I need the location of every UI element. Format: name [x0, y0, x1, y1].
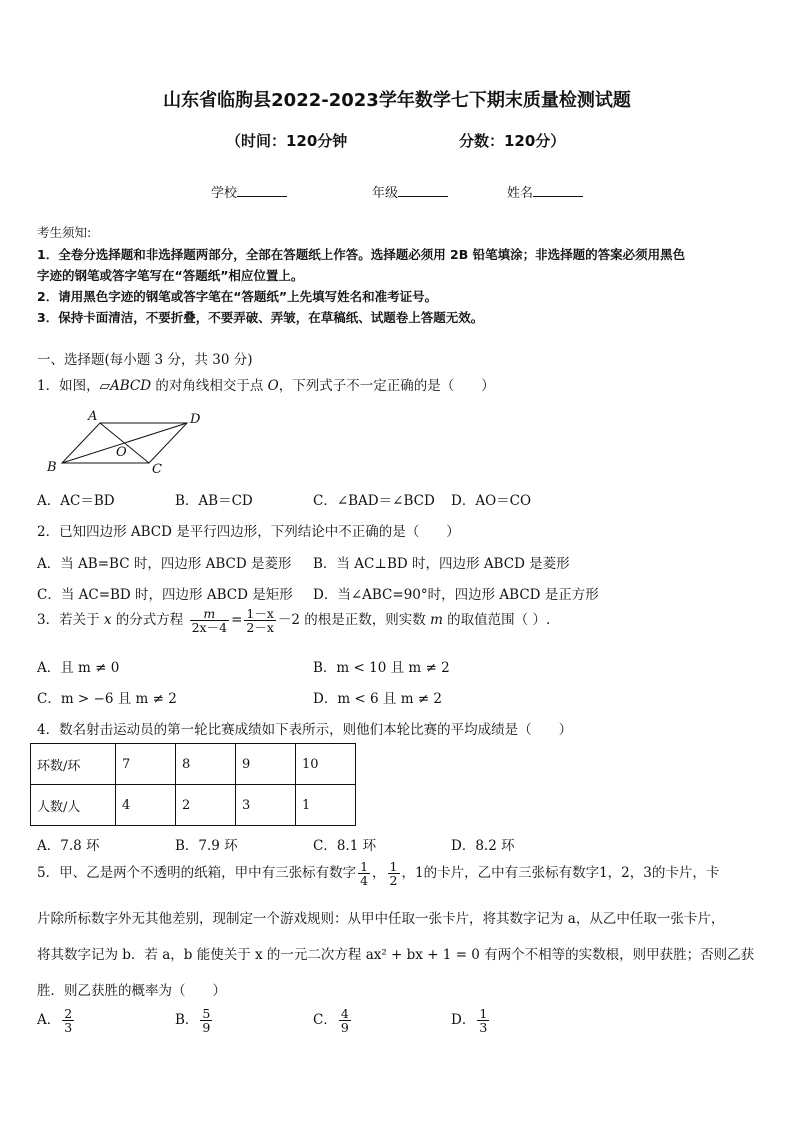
question-1-stem [37, 374, 495, 394]
q5-option-a: A． $\frac{2}{3}$ [37, 1006, 73, 1036]
score-table [30, 743, 356, 826]
name-field [507, 182, 583, 201]
table-cell: 1 [296, 785, 356, 826]
q3-prefix: 3．若关于 [37, 612, 104, 629]
section-heading: 一、选择题(每小题 3 分，共 30 分) [37, 352, 253, 368]
q3-equals: = [231, 612, 243, 629]
q3-option-d: D．m < 6 且 m ≠ 2 [313, 691, 442, 707]
label-c: C [152, 462, 162, 477]
table-cell: 7 [116, 744, 176, 785]
table-cell: 人数/人 [31, 785, 116, 826]
name-label: 姓名 [507, 186, 534, 201]
q1-option-a: A．AC＝BD [37, 493, 115, 509]
q5-option-b: B． $\frac{5}{9}$ [175, 1006, 211, 1036]
q3-var-x: x [103, 612, 112, 629]
question-2-stem: 2．已知四边形 ABCD 是平行四边形，下列结论中不正确的是（ ） [37, 524, 460, 540]
table-cell: 8 [176, 744, 236, 785]
q1-point: O [267, 378, 279, 394]
q2-option-c: C．当 AC=BD 时，四边形 ABCD 是矩形 [37, 587, 293, 603]
q4-option-d: D．8.2 环 [451, 838, 515, 854]
q3-fraction-2: $\frac{1-x}{2-x}$ [246, 606, 274, 636]
table-row [31, 785, 356, 826]
q5-text-a: 5．甲、乙是两个不透明的纸箱，甲中有三张标有数字 [37, 865, 357, 882]
table-cell: 10 [296, 744, 356, 785]
label-a: A [88, 409, 98, 424]
question-5-line-1 [37, 860, 719, 887]
q3-text: 的分式方程 [111, 612, 188, 629]
grade-blank [398, 184, 448, 197]
label-b: B [47, 460, 57, 475]
table-cell: 9 [236, 744, 296, 785]
q3-option-a: A．且 m ≠ 0 [37, 660, 120, 676]
table-cell: 4 [116, 785, 176, 826]
score-label: 分数：120分） [459, 132, 566, 150]
question-5-line-4: 胜．则乙获胜的概率为（ ） [37, 983, 226, 999]
grade-field [372, 182, 448, 201]
school-blank [237, 184, 287, 197]
q5-text-b: ，1的卡片，乙中有三张标有数字1，2，3的卡片，卡 [401, 865, 720, 882]
q3-fraction-1: $\frac{m}{2x-4}$ [191, 606, 228, 636]
q4-option-c: C．8.1 环 [313, 838, 377, 854]
name-blank [533, 184, 583, 197]
q1-option-b: B．AB＝CD [175, 493, 253, 509]
q5-fraction-quarter: $\frac{1}{4}$ [360, 859, 369, 889]
time-label: （时间：120分钟 [226, 132, 348, 150]
q5-option-d: D． $\frac{1}{3}$ [451, 1006, 488, 1036]
table-cell: 环数/环 [31, 744, 116, 785]
q3-var-m: m [430, 612, 443, 629]
notice-item-2: 2．请用黑色字迹的钢笔或答字笔在“答题纸”上先填写姓名和准考证号。 [37, 289, 438, 304]
q4-option-a: A．7.8 环 [37, 838, 100, 854]
notice-heading: 考生须知: [37, 225, 92, 240]
label-o: O [116, 445, 127, 460]
parallelogram-figure [40, 405, 220, 477]
q3-suffix: 的取值范围（ ）. [442, 612, 551, 629]
table-cell: 2 [176, 785, 236, 826]
q1-suffix: ，下列式子不一定正确的是（ ） [278, 378, 495, 394]
q3-option-b: B．m < 10 且 m ≠ 2 [313, 660, 450, 676]
notice-item-1a: 1．全卷分选择题和非选择题两部分，全部在答题纸上作答。选择题必须用 2B 铅笔填涂；非选择题的答案必须用黑色 [37, 247, 686, 262]
q5-separator: ， [372, 865, 386, 882]
grade-label: 年级 [372, 186, 399, 201]
q3-tail: －2 的根是正数，则实数 [277, 612, 431, 629]
q3-option-c: C．m > −6 且 m ≠ 2 [37, 691, 177, 707]
school-field [211, 182, 287, 201]
q1-mid: 的对角线相交于点 [151, 378, 268, 394]
notice-item-1b: 字迹的钢笔或答字笔写在“答题纸”相应位置上。 [37, 268, 304, 283]
label-d: D [190, 412, 201, 427]
table-row [31, 744, 356, 785]
school-label: 学校 [211, 186, 238, 201]
q5-option-c: C． $\frac{4}{9}$ [313, 1006, 349, 1036]
q5-fraction-half: $\frac{1}{2}$ [389, 859, 398, 889]
q2-option-d: D．当∠ABC=90°时，四边形 ABCD 是正方形 [313, 587, 599, 603]
question-4-stem: 4．数名射击运动员的第一轮比赛成绩如下表所示，则他们本轮比赛的平均成绩是（ ） [37, 722, 573, 738]
table-cell: 3 [236, 785, 296, 826]
question-5-line-2: 片除所标数字外无其他差别，现制定一个游戏规则：从甲中任取一张卡片，将其数字记为 a，从乙中任取一张卡片， [37, 911, 725, 927]
q1-option-c: C．∠BAD＝∠BCD [313, 493, 435, 509]
q4-option-b: B．7.9 环 [175, 838, 238, 854]
question-5-line-3: 将其数字记为 b．若 a，b 能使关于 x 的一元二次方程 ax² + bx + 1 = 0 有两个不相等的实数根，则甲获胜；否则乙获 [37, 947, 755, 963]
page-title: 山东省临朐县2022-2023学年数学七下期末质量检测试题 [163, 90, 631, 111]
q2-option-b: B．当 AC⊥BD 时，四边形 ABCD 是菱形 [313, 556, 570, 572]
q1-parallelogram: ▱ABCD [99, 378, 152, 394]
notice-item-3: 3．保持卡面清洁，不要折叠，不要弄破、弄皱，在草稿纸、试题卷上答题无效。 [37, 310, 484, 325]
q1-option-d: D．AO＝CO [451, 493, 532, 509]
question-3-stem [37, 607, 550, 634]
q2-option-a: A．当 AB=BC 时，四边形 ABCD 是菱形 [37, 556, 292, 572]
q1-prefix: 1．如图， [37, 378, 100, 394]
